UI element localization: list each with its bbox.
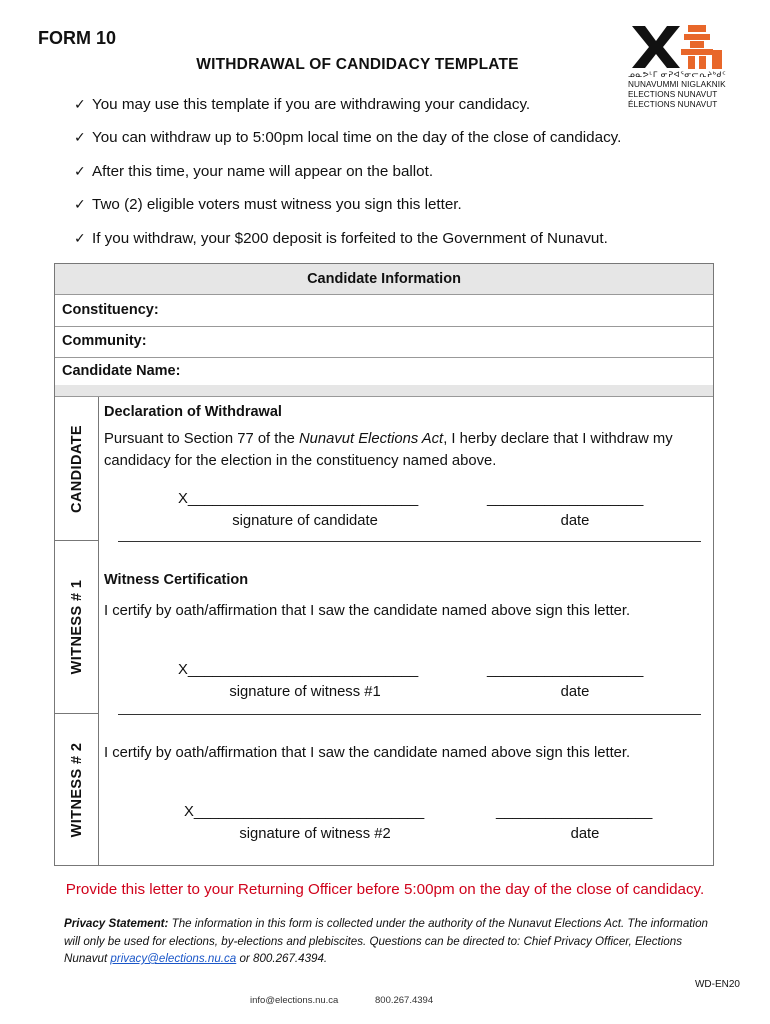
privacy-email-link[interactable]: privacy@elections.nu.ca [110,952,237,965]
candidate-name-field[interactable]: Candidate Name: [55,357,713,386]
list-item: ✓ After this time, your name will appear on the ballot. [74,162,434,180]
witness2-signature-line[interactable]: X____________________________ [184,804,425,820]
checkmark-icon: ✓ [74,129,86,146]
divider [55,385,713,397]
document-code: WD-EN20 [694,979,740,990]
privacy-label: Privacy Statement: [64,917,169,930]
candidate-date-caption: date [560,513,590,529]
footer-phone: 800.267.4394 [375,995,434,1006]
checkmark-icon: ✓ [74,96,86,112]
witness2-signature-caption: signature of witness #2 [239,826,391,842]
witness2-side-label: WITNESS # 2 [69,742,85,837]
witness1-text: I certify by oath/affirmation that I saw the candidate named above sign this letter. [104,603,631,619]
witness1-side-cell [55,541,99,713]
list-item: ✓ You may use this template if you are withdrawing your candidacy. [74,96,531,113]
logo-text-french: ÉLECTIONS NUNAVUT [628,100,718,109]
checkmark-icon: ✓ [74,196,86,213]
elections-nunavut-logo [628,22,738,117]
candidate-signature-line[interactable]: X____________________________ [178,491,419,507]
witness2-date-caption: date [570,826,600,842]
list-item: ✓ You can withdraw up to 5:00pm local time on the day of the close of candidacy. [74,129,622,147]
candidate-signature-caption: signature of candidate [232,513,378,529]
declaration-title: Declaration of Withdrawal [104,404,282,420]
constituency-field[interactable]: Constituency: [55,295,713,327]
privacy-statement: Privacy Statement: The information in this form is collected under the authority of the Nunavut Elections Act. The information will only be used for elections, by-elections and plebiscites. Questions can be directed to: Chief Privacy Officer, Elections Nunavut privacy@elections.nu.ca or 800.267.4394. [64,917,708,965]
candidate-info-heading: Candidate Information [55,264,713,295]
community-field[interactable]: Community: [55,326,713,358]
witness1-signature-caption: signature of witness #1 [229,684,381,700]
logo-mark-icon [628,22,738,70]
checkmark-icon: ✓ [74,162,86,179]
act-name: Nunavut Elections Act [298,431,444,447]
withdrawal-form [54,263,714,866]
list-item: ✓ If you withdraw, your $200 deposit is forfeited to the Government of Nunavut. [74,229,608,247]
witness1-signature-line[interactable]: X____________________________ [178,662,419,678]
logo-text-inuinnaqtun: NUNAVUMMI NIGLAKNIK [628,80,726,89]
form-number: FORM 10 [38,28,117,48]
page-title: WITHDRAWAL OF CANDIDACY TEMPLATE [196,56,519,73]
witness1-side-label: WITNESS # 1 [69,579,85,675]
footer-email[interactable]: info@elections.nu.ca [250,995,339,1006]
witness2-text: I certify by oath/affirmation that I saw the candidate named above sign this letter. [104,745,631,761]
candidate-side-cell [55,397,99,540]
instruction-list [74,96,621,263]
list-item: ✓ Two (2) eligible voters must witness you sign this letter. [74,196,462,214]
checkmark-icon: ✓ [74,229,86,246]
declaration-text: Pursuant to Section 77 of the Nunavut Elections Act, I herby declare that I withdraw my candidacy for the election in the constituency named above. [104,431,673,469]
witness1-date-caption: date [560,684,590,700]
candidate-side-label: CANDIDATE [69,424,85,513]
submission-notice: Provide this letter to your Returning Officer before 5:00pm on the day of the close of candidacy. [65,881,705,898]
divider [118,541,701,542]
witness-certification-title: Witness Certification [104,572,249,588]
candidate-date-line[interactable]: ___________________ [487,491,644,507]
witness2-side-cell [55,714,99,865]
side-label-column [55,397,99,865]
divider [118,714,701,715]
logo-text-english: ELECTIONS NUNAVUT [628,90,718,99]
witness2-date-line[interactable]: ___________________ [496,804,653,820]
witness1-date-line[interactable]: ___________________ [487,662,644,678]
logo-text-syllabics: ᓄᓇᕗᒻᒥ ᓂᕈᐊᕐᓂᓕᕆᔨᒃᑯᑦ [628,70,727,79]
